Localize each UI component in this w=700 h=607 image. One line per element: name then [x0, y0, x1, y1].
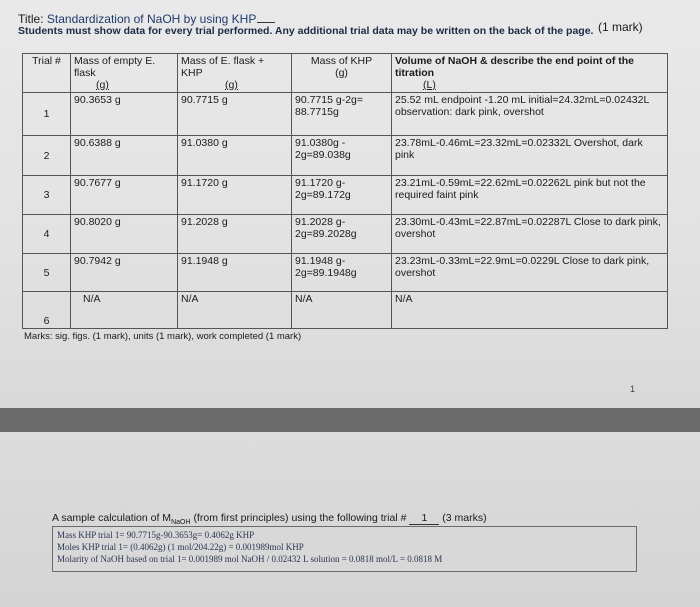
- khp-mass: N/A: [292, 292, 392, 329]
- data-table: [22, 53, 668, 329]
- naoh-subscript: NaOH: [171, 519, 191, 527]
- sample-marks: (3 marks): [442, 512, 487, 524]
- trial-number: 3: [23, 176, 71, 215]
- calc-line-mass: Mass KHP trial 1= 90.7715g-90.3653g= 0.4062g KHP: [57, 530, 255, 540]
- trial-number-blank: 1: [409, 512, 439, 525]
- empty-flask-mass: 90.7942 g: [71, 254, 178, 292]
- trial-number: 4: [23, 215, 71, 254]
- header-empty-flask: Mass of empty E. flask (g): [71, 54, 178, 93]
- header-trial: Trial #: [23, 54, 71, 93]
- sample-calculation-heading: A sample calculation of $M_{NaOH}$ (from first principles) using the following trial # 1 (3 marks): [52, 512, 487, 527]
- calculation-box: [52, 526, 637, 572]
- flask-khp-mass: 91.1720 g: [178, 176, 292, 215]
- flask-khp-mass: 91.2028 g: [178, 215, 292, 254]
- khp-mass: 91.2028 g- 2g=89.2028g: [292, 215, 392, 254]
- table-row: [23, 136, 668, 176]
- table-row: [23, 254, 668, 292]
- title-prefix: Title:: [18, 12, 44, 26]
- naoh-volume: 23.23mL-0.33mL=22.9mL=0.0229L Close to dark pink, overshot: [392, 254, 668, 292]
- flask-khp-mass: 91.0380 g: [178, 136, 292, 176]
- table-row: [23, 93, 668, 136]
- khp-mass: 91.0380g - 2g=89.038g: [292, 136, 392, 176]
- flask-khp-mass: 91.1948 g: [178, 254, 292, 292]
- empty-flask-mass: 90.6388 g: [71, 136, 178, 176]
- header-row: [23, 54, 668, 93]
- flask-khp-mass: N/A: [178, 292, 292, 329]
- naoh-volume: 23.21mL-0.59mL=22.62mL=0.02262L pink but not the required faint pink: [392, 176, 668, 215]
- page-gap: [0, 408, 700, 432]
- page-number: 1: [630, 384, 636, 394]
- empty-flask-mass: 90.8020 g: [71, 215, 178, 254]
- naoh-volume: N/A: [392, 292, 668, 329]
- khp-mass: 91.1948 g- 2g=89.1948g: [292, 254, 392, 292]
- trial-number: 2: [23, 136, 71, 176]
- calc-line-moles: Moles KHP trial 1= (0.4062g) (1 mol/204.22g) = 0.001989mol KHP: [57, 542, 304, 552]
- title-mark: (1 mark): [598, 20, 643, 34]
- title-underline: [257, 22, 275, 23]
- table-row: [23, 292, 668, 329]
- table-row: [23, 176, 668, 215]
- calc-line-molarity: Molarity of NaOH based on trial 1= 0.001989 mol NaOH / 0.02432 L solution = 0.0818 mol/L = 0.0818 M: [57, 554, 443, 564]
- trial-number: 5: [23, 254, 71, 292]
- instructions: Students must show data for every trial performed. Any additional trial data may be written on the back of the page.: [18, 25, 594, 37]
- trial-number: 1: [23, 93, 71, 136]
- header-khp: Mass of KHP (g): [292, 54, 392, 93]
- naoh-volume: 25.52 mL endpoint -1.20 mL initial=24.32mL=0.02432L observation: dark pink, overshot: [392, 93, 668, 136]
- header-flask-khp: Mass of E. flask + KHP (g): [178, 54, 292, 93]
- marks-note: Marks: sig. figs. (1 mark), units (1 mark), work completed (1 mark): [24, 331, 302, 342]
- title-text: Standardization of NaOH by using KHP: [46, 12, 257, 26]
- empty-flask-mass: 90.3653 g: [71, 93, 178, 136]
- naoh-volume: 23.78mL-0.46mL=23.32mL=0.02332L Overshot, dark pink: [392, 136, 668, 176]
- table-row: [23, 215, 668, 254]
- trial-number: 6: [23, 292, 71, 329]
- naoh-volume: 23.30mL-0.43mL=22.87mL=0.02287L Close to dark pink, overshot: [392, 215, 668, 254]
- empty-flask-mass: N/A: [71, 292, 178, 329]
- empty-flask-mass: 90.7677 g: [71, 176, 178, 215]
- header-naoh-volume: Volume of NaOH & describe the end point of the titration (L): [392, 54, 668, 93]
- worksheet-title: [18, 12, 275, 26]
- khp-mass: 90.7715 g-2g= 88.7715g: [292, 93, 392, 136]
- khp-mass: 91.1720 g- 2g=89.172g: [292, 176, 392, 215]
- flask-khp-mass: 90.7715 g: [178, 93, 292, 136]
